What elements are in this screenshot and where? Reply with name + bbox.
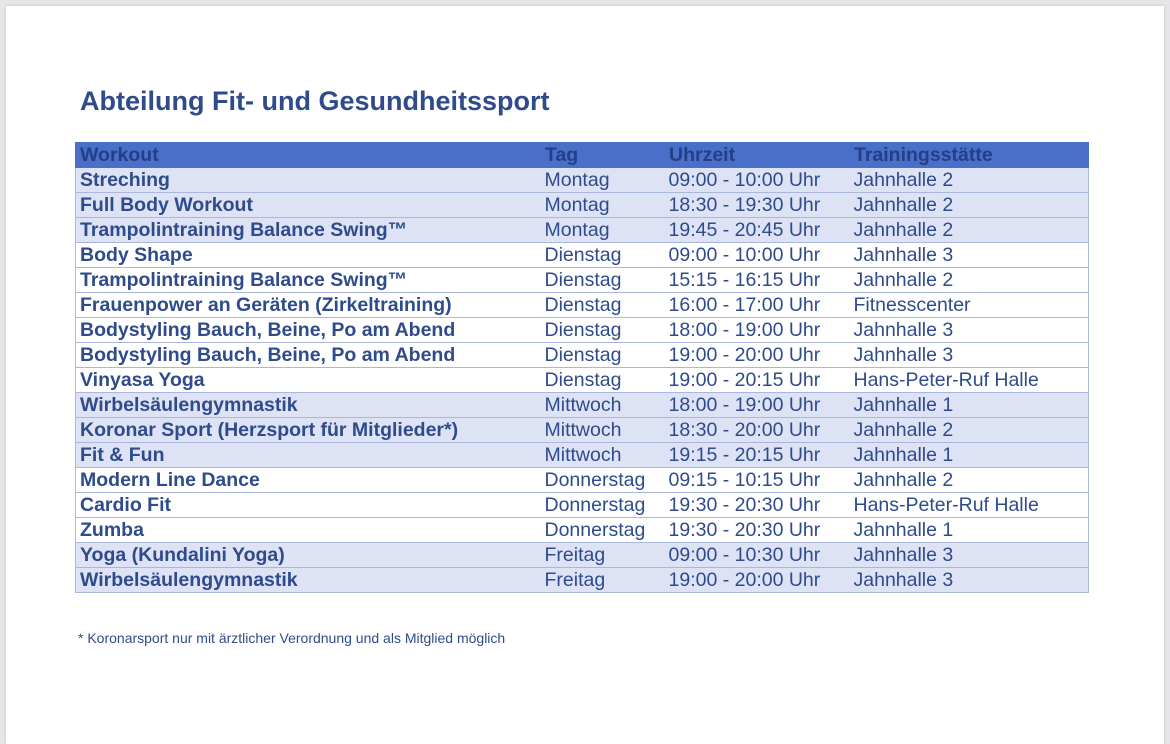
cell-workout: Zumba: [76, 518, 541, 543]
table-row: [76, 293, 1089, 318]
table-row: [76, 468, 1089, 493]
cell-workout: Wirbelsäulengymnastik: [76, 393, 541, 418]
cell-workout: Full Body Workout: [76, 193, 541, 218]
cell-uhrzeit: 19:00 - 20:00 Uhr: [665, 568, 850, 593]
cell-workout: Body Shape: [76, 243, 541, 268]
cell-tag: Donnerstag: [541, 493, 665, 518]
cell-uhrzeit: 16:00 - 17:00 Uhr: [665, 293, 850, 318]
cell-trainingsstaette: Hans-Peter-Ruf Halle: [850, 493, 1089, 518]
table-row: [76, 193, 1089, 218]
cell-tag: Mittwoch: [541, 443, 665, 468]
cell-trainingsstaette: Jahnhalle 2: [850, 418, 1089, 443]
cell-workout: Streching: [76, 168, 541, 193]
cell-uhrzeit: 19:00 - 20:00 Uhr: [665, 343, 850, 368]
table-row: [76, 368, 1089, 393]
cell-uhrzeit: 18:00 - 19:00 Uhr: [665, 393, 850, 418]
cell-workout: Wirbelsäulengymnastik: [76, 568, 541, 593]
cell-workout: Bodystyling Bauch, Beine, Po am Abend: [76, 343, 541, 368]
cell-uhrzeit: 18:30 - 19:30 Uhr: [665, 193, 850, 218]
cell-uhrzeit: 09:00 - 10:30 Uhr: [665, 543, 850, 568]
cell-trainingsstaette: Jahnhalle 2: [850, 468, 1089, 493]
cell-uhrzeit: 18:30 - 20:00 Uhr: [665, 418, 850, 443]
cell-workout: Cardio Fit: [76, 493, 541, 518]
cell-trainingsstaette: Jahnhalle 3: [850, 318, 1089, 343]
cell-workout: Fit & Fun: [76, 443, 541, 468]
cell-tag: Dienstag: [541, 343, 665, 368]
cell-tag: Dienstag: [541, 268, 665, 293]
header-tag: Tag: [541, 143, 665, 168]
cell-trainingsstaette: Hans-Peter-Ruf Halle: [850, 368, 1089, 393]
cell-trainingsstaette: Jahnhalle 2: [850, 268, 1089, 293]
cell-tag: Freitag: [541, 543, 665, 568]
cell-trainingsstaette: Jahnhalle 2: [850, 168, 1089, 193]
table-header-row: [76, 143, 1089, 168]
cell-workout: Trampolintraining Balance Swing™: [76, 268, 541, 293]
cell-uhrzeit: 19:45 - 20:45 Uhr: [665, 218, 850, 243]
document-page: [6, 6, 1164, 744]
cell-workout: Modern Line Dance: [76, 468, 541, 493]
table-row: [76, 393, 1089, 418]
cell-trainingsstaette: Jahnhalle 3: [850, 243, 1089, 268]
cell-tag: Dienstag: [541, 293, 665, 318]
cell-trainingsstaette: Jahnhalle 3: [850, 543, 1089, 568]
cell-trainingsstaette: Jahnhalle 2: [850, 193, 1089, 218]
cell-uhrzeit: 19:15 - 20:15 Uhr: [665, 443, 850, 468]
table-row: [76, 418, 1089, 443]
footnote: * Koronarsport nur mit ärztlicher Verordnung und als Mitglied möglich: [78, 630, 506, 646]
cell-uhrzeit: 19:00 - 20:15 Uhr: [665, 368, 850, 393]
table-row: [76, 493, 1089, 518]
page-title: Abteilung Fit- und Gesundheitssport: [80, 86, 550, 116]
cell-tag: Dienstag: [541, 318, 665, 343]
cell-trainingsstaette: Jahnhalle 1: [850, 518, 1089, 543]
cell-tag: Freitag: [541, 568, 665, 593]
cell-uhrzeit: 15:15 - 16:15 Uhr: [665, 268, 850, 293]
table-row: [76, 168, 1089, 193]
cell-tag: Donnerstag: [541, 468, 665, 493]
table-body: [76, 168, 1089, 593]
cell-tag: Mittwoch: [541, 393, 665, 418]
cell-workout: Vinyasa Yoga: [76, 368, 541, 393]
schedule-table: [75, 142, 1089, 593]
cell-uhrzeit: 19:30 - 20:30 Uhr: [665, 518, 850, 543]
header-trainingsstaette: Trainingsstätte: [850, 143, 1089, 168]
cell-uhrzeit: 18:00 - 19:00 Uhr: [665, 318, 850, 343]
cell-tag: Montag: [541, 218, 665, 243]
cell-workout: Frauenpower an Geräten (Zirkeltraining): [76, 293, 541, 318]
cell-tag: Montag: [541, 193, 665, 218]
cell-tag: Montag: [541, 168, 665, 193]
cell-uhrzeit: 09:00 - 10:00 Uhr: [665, 168, 850, 193]
cell-workout: Yoga (Kundalini Yoga): [76, 543, 541, 568]
cell-tag: Dienstag: [541, 243, 665, 268]
cell-workout: Trampolintraining Balance Swing™: [76, 218, 541, 243]
table-row: [76, 268, 1089, 293]
cell-workout: Bodystyling Bauch, Beine, Po am Abend: [76, 318, 541, 343]
cell-uhrzeit: 09:15 - 10:15 Uhr: [665, 468, 850, 493]
cell-tag: Dienstag: [541, 368, 665, 393]
table-row: [76, 243, 1089, 268]
header-uhrzeit: Uhrzeit: [665, 143, 850, 168]
cell-trainingsstaette: Jahnhalle 1: [850, 443, 1089, 468]
table-row: [76, 343, 1089, 368]
cell-tag: Donnerstag: [541, 518, 665, 543]
cell-trainingsstaette: Jahnhalle 1: [850, 393, 1089, 418]
table-row: [76, 568, 1089, 593]
cell-tag: Mittwoch: [541, 418, 665, 443]
table-row: [76, 443, 1089, 468]
cell-trainingsstaette: Jahnhalle 2: [850, 218, 1089, 243]
table-row: [76, 318, 1089, 343]
cell-trainingsstaette: Fitnesscenter: [850, 293, 1089, 318]
cell-uhrzeit: 19:30 - 20:30 Uhr: [665, 493, 850, 518]
cell-trainingsstaette: Jahnhalle 3: [850, 343, 1089, 368]
cell-workout: Koronar Sport (Herzsport für Mitglieder*): [76, 418, 541, 443]
table-row: [76, 543, 1089, 568]
cell-trainingsstaette: Jahnhalle 3: [850, 568, 1089, 593]
cell-uhrzeit: 09:00 - 10:00 Uhr: [665, 243, 850, 268]
header-workout: Workout: [76, 143, 541, 168]
table-row: [76, 218, 1089, 243]
table-row: [76, 518, 1089, 543]
